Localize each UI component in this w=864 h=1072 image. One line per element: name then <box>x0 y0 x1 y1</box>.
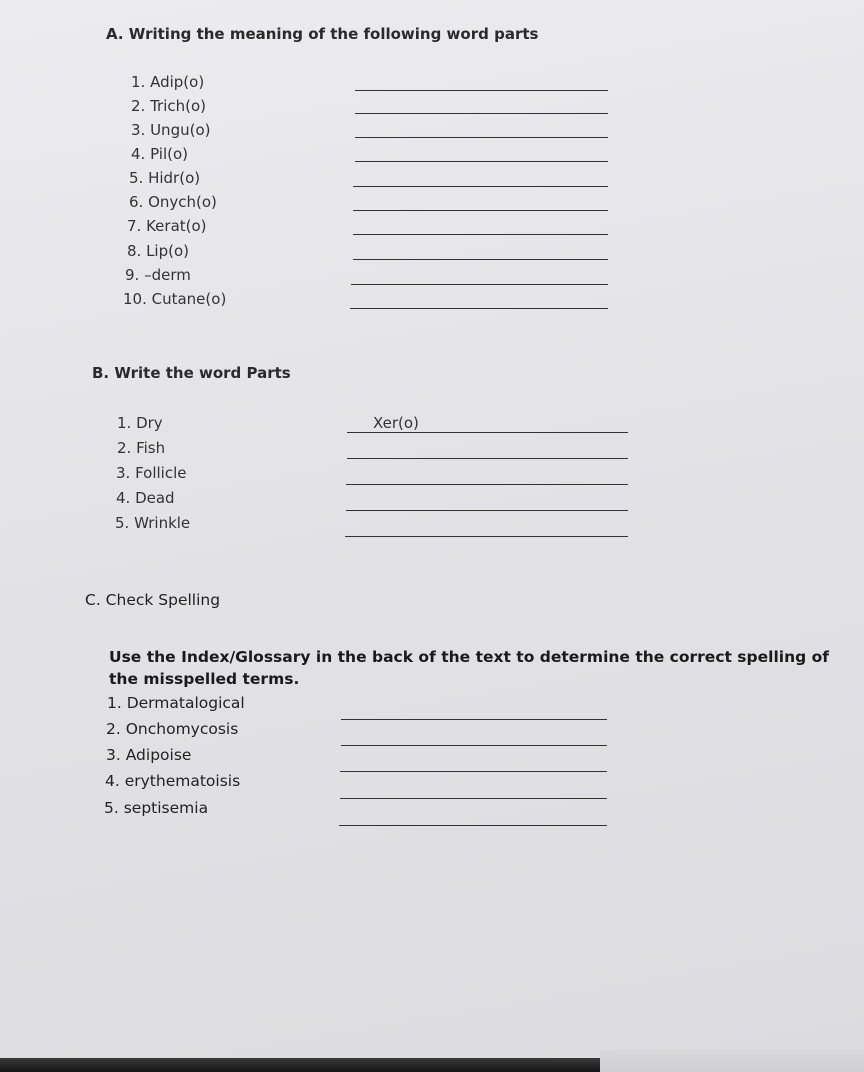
section-b-item: 4. Dead <box>116 489 175 507</box>
answer-line[interactable] <box>353 234 608 235</box>
section-b-item: 2. Fish <box>117 439 166 457</box>
section-b-heading: B. Write the word Parts <box>92 364 291 382</box>
answer-line[interactable] <box>351 284 608 285</box>
section-a-item: 6. Onych(o) <box>129 193 217 211</box>
section-a-heading: A. Writing the meaning of the following word parts <box>106 25 539 43</box>
section-a-item: 1. Adip(o) <box>131 73 205 91</box>
section-a-item: 2. Trich(o) <box>131 97 207 115</box>
answer-line[interactable] <box>346 510 628 511</box>
section-c-instruction: Use the Index/Glossary in the back of the text to determine the correct spelling of the misspelled terms. <box>109 648 830 688</box>
answer-line[interactable] <box>345 536 628 537</box>
section-c-item: 2. Onchomycosis <box>106 720 239 738</box>
section-b-item: 3. Follicle <box>116 464 187 482</box>
section-b-item: 1. Dry <box>117 414 163 432</box>
section-b-item: 5. Wrinkle <box>115 514 191 532</box>
section-a-item: 5. Hidr(o) <box>129 169 201 187</box>
answer-line[interactable] <box>355 113 608 114</box>
section-c-item: 4. erythematoisis <box>105 772 241 790</box>
answer-line[interactable] <box>341 745 607 746</box>
section-c-heading: C. Check Spelling <box>85 591 221 609</box>
section-a-item: 4. Pil(o) <box>131 145 189 163</box>
section-a-item: 7. Kerat(o) <box>127 217 207 235</box>
answer-line[interactable] <box>340 771 607 772</box>
answer-line[interactable] <box>353 210 608 211</box>
answer-line[interactable] <box>355 161 608 162</box>
answer-line[interactable] <box>346 484 628 485</box>
section-a-item: 9. –derm <box>125 266 191 284</box>
section-a-item: 3. Ungu(o) <box>131 121 211 139</box>
answer-line[interactable] <box>341 719 607 720</box>
section-a-item: 10. Cutane(o) <box>123 290 227 308</box>
answer-line[interactable] <box>353 259 608 260</box>
answer-line[interactable] <box>347 458 628 459</box>
answer-line[interactable] <box>340 798 607 799</box>
answer-line[interactable] <box>355 137 608 138</box>
answer-line[interactable] <box>347 432 628 433</box>
section-c-item: 5. septisemia <box>104 799 209 817</box>
answer-line[interactable] <box>353 186 608 187</box>
page-corner <box>600 1050 864 1072</box>
answer-line[interactable] <box>339 825 607 826</box>
answer-line[interactable] <box>355 90 608 91</box>
filled-answer: Xer(o) <box>373 414 419 432</box>
section-c-item: 3. Adipoise <box>106 746 192 764</box>
section-a-item: 8. Lip(o) <box>127 242 190 260</box>
answer-line[interactable] <box>350 308 608 309</box>
section-c-item: 1. Dermatalogical <box>107 694 245 712</box>
